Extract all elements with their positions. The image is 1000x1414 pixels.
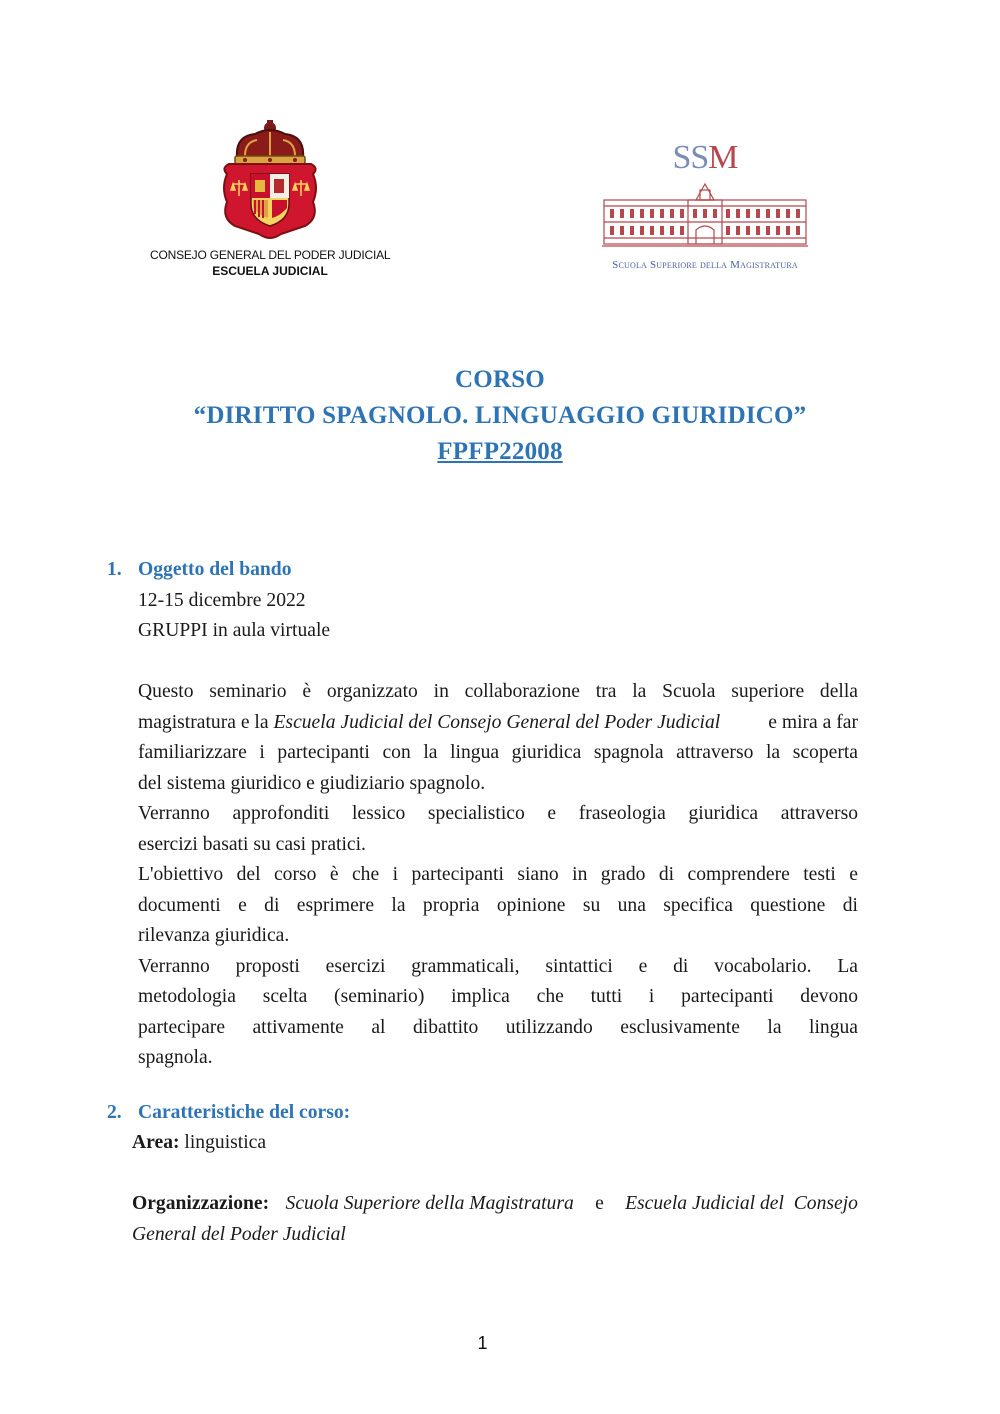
paragraph-exercises-line: spagnola.	[138, 1047, 213, 1068]
organization-cgpj: General del Poder Judicial	[132, 1223, 346, 1245]
paragraph-intro-line	[138, 708, 858, 739]
paragraph-exercises-line: metodologia scelta (seminario) implica che tutti i partecipanti devono	[138, 986, 858, 1007]
ssm-logo	[595, 140, 815, 271]
organization-label: Organizzazione:	[132, 1193, 270, 1214]
section-2-heading	[107, 1098, 858, 1129]
ssm-monogram-ss: SS	[672, 139, 709, 176]
title-line-corso: CORSO	[455, 366, 545, 393]
paragraph-objective-line: L'obiettivo del corso è che i partecipanti siano in grado di comprendere testi e	[138, 864, 858, 885]
paragraph-lexicon-line: esercizi basati su casi pratici.	[138, 833, 366, 855]
organization-ssm: Scuola Superiore della Magistratura	[285, 1193, 574, 1214]
escuela-judicial-italic: Escuela Judicial del Consejo General del Poder Judicial	[273, 711, 721, 733]
paragraph-exercises-line: partecipare attivamente al dibattito utilizzando esclusivamente la lingua	[138, 1016, 858, 1038]
cgpj-name: CONSEJO GENERAL DEL PODER JUDICIAL	[150, 248, 391, 262]
course-title	[0, 362, 1000, 470]
title-line-course-name: “DIRITTO SPAGNOLO. LINGUAGGIO GIURIDICO”	[193, 402, 807, 429]
cgpj-subname: ESCUELA JUDICIAL	[212, 264, 328, 278]
page-number: 1	[477, 1333, 488, 1353]
organization-line	[132, 1189, 858, 1220]
section-2-number: 2.	[107, 1101, 122, 1123]
paragraph-objective-line: documenti e di esprimere la propria opinione su una specifica questione di	[138, 894, 858, 916]
ssm-monogram-m: M	[708, 139, 738, 176]
paragraph-objective-line: rilevanza giuridica.	[138, 925, 290, 946]
text-span: e mira a far	[763, 711, 858, 733]
section-1-number: 1.	[107, 559, 122, 580]
ssm-monogram	[595, 140, 815, 176]
area-value: linguistica	[179, 1132, 267, 1153]
area-label: Area:	[132, 1132, 180, 1153]
section-2-title: Caratteristiche del corso:	[138, 1101, 351, 1123]
paragraph-intro	[107, 677, 858, 1074]
section-1-title: Oggetto del bando	[138, 559, 292, 580]
organization-conjunction: e	[590, 1193, 609, 1214]
course-date: 12-15 dicembre 2022	[138, 589, 306, 611]
cgpj-coat-of-arms-icon	[215, 118, 325, 242]
organization-block	[107, 1189, 858, 1250]
paragraph-intro-line: familiarizzare i partecipanti con la lingua giuridica spagnola attraverso la scoperta	[138, 742, 858, 763]
paragraph-exercises-line: Verranno proposti esercizi grammaticali, sintattici e di vocabolario. La	[138, 955, 858, 977]
cgpj-logo	[150, 118, 390, 278]
organization-escuela: Escuela Judicial del Consejo	[625, 1193, 858, 1214]
course-mode: GRUPPI in aula virtuale	[138, 620, 331, 641]
ssm-name: Scuola Superiore della Magistratura	[612, 259, 798, 271]
document-body	[107, 555, 858, 1250]
section-1-heading	[107, 555, 858, 586]
paragraph-lexicon-line: Verranno approfonditi lessico specialistico e fraseologia giuridica attraverso	[138, 803, 858, 824]
course-code: FPFP22008	[437, 438, 563, 465]
paragraph-intro-line: del sistema giuridico e giudiziario spagnolo.	[138, 772, 486, 794]
paragraph-intro-line: Questo seminario è organizzato in collaborazione tra la Scuola superiore della	[138, 681, 858, 702]
ssm-building-icon	[600, 176, 810, 252]
area-row	[107, 1128, 858, 1159]
text-span: magistratura e la	[138, 711, 274, 733]
